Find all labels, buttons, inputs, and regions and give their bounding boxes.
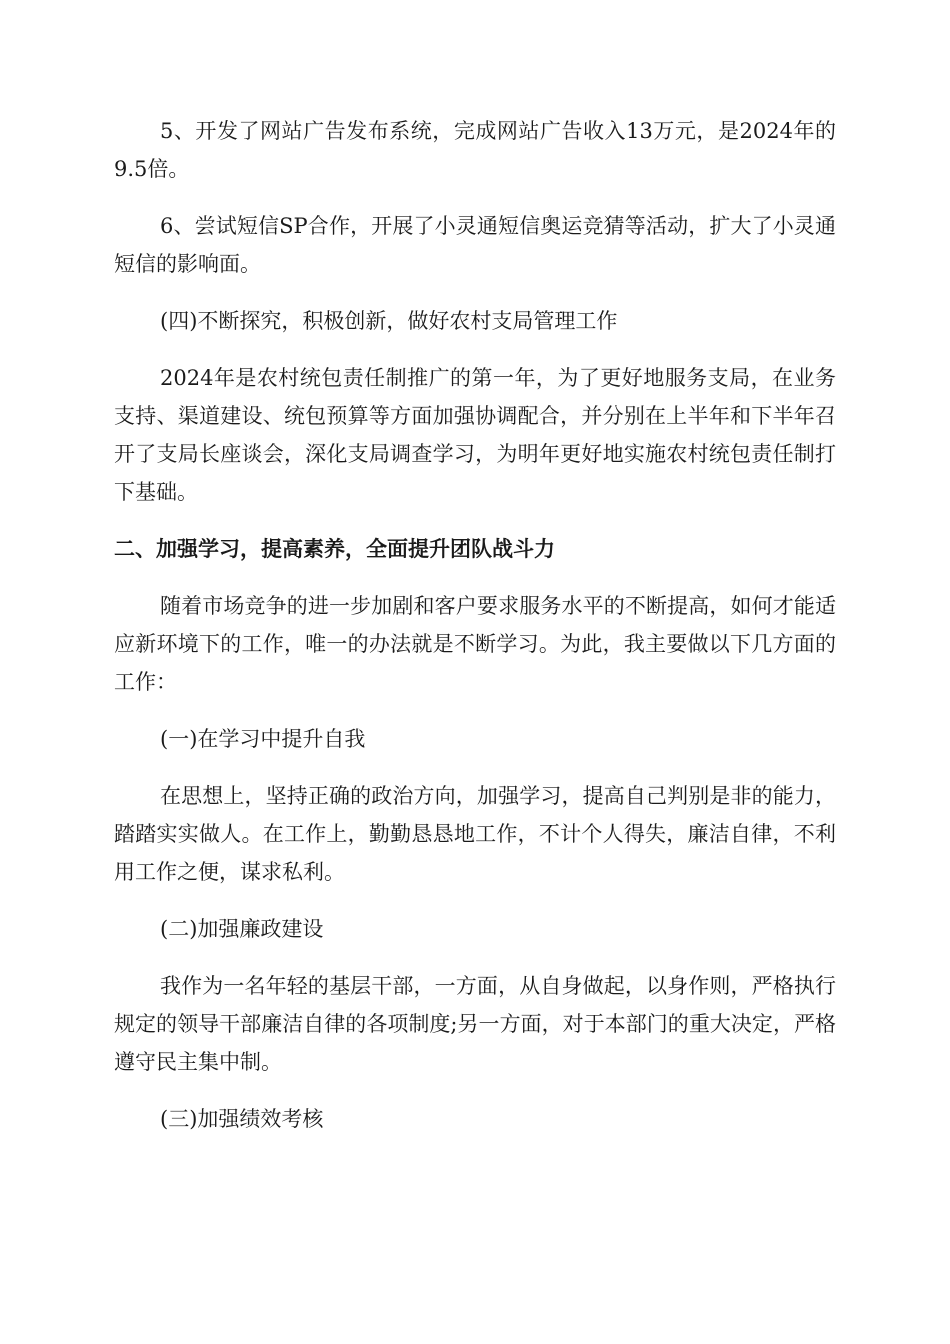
subheading-self-improvement: (一)在学习中提升自我 [160, 727, 366, 751]
paragraph-ideology-work: 在思想上，坚持正确的政治方向，加强学习，提高自己判别是非的能力，踏踏实实做人。在工作上，勤勤恳恳地工作，不计个人得失，廉洁自律，不利用工作之便，谋求私利。 [114, 784, 836, 884]
paragraph-rural-contract: 2024年是农村统包责任制推广的第一年，为了更好地服务支局，在业务支持、渠道建设、统包预算等方面加强协调配合，并分别在上半年和下半年召开了支局长座谈会，深化支局调查学习，为明年更好地实施农村统包责任制打下基础。 [114, 366, 836, 504]
paragraph-market-competition: 随着市场竞争的进一步加剧和客户要求服务水平的不断提高，如何才能适应新环境下的工作，唯一的办法就是不断学习。为此，我主要做以下几方面的工作： [114, 594, 836, 694]
paragraph-website-ads: 5、开发了网站广告发布系统，完成网站广告收入13万元，是2024年的9.5倍。 [114, 119, 836, 181]
subheading-rural-branch: (四)不断探究，积极创新，做好农村支局管理工作 [160, 309, 618, 333]
paragraph-young-cadre: 我作为一名年轻的基层干部，一方面，从自身做起，以身作则，严格执行规定的领导干部廉洁自律的各项制度;另一方面，对于本部门的重大决定，严格遵守民主集中制。 [114, 974, 836, 1074]
subheading-integrity: (二)加强廉政建设 [160, 917, 324, 941]
subheading-performance: (三)加强绩效考核 [160, 1107, 324, 1131]
section-heading-learning: 二、加强学习，提高素养，全面提升团队战斗力 [114, 536, 555, 561]
document-page [114, 112, 836, 1138]
paragraph-sms-sp: 6、尝试短信SP合作，开展了小灵通短信奥运竞猜等活动，扩大了小灵通短信的影响面。 [114, 214, 836, 276]
